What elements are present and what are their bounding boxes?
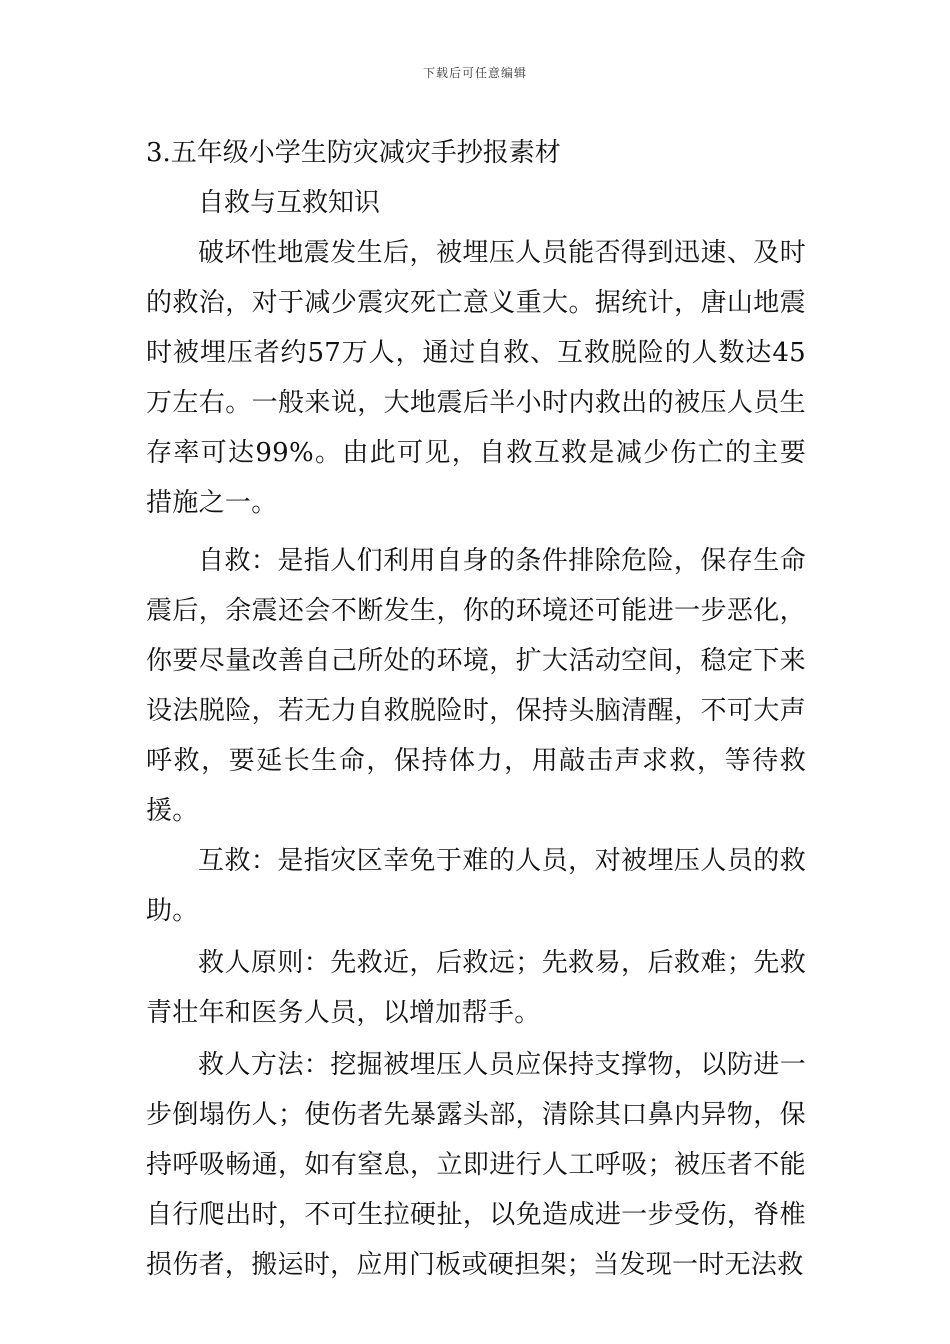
paragraph-rescue-principles: 救人原则：先救近，后救远；先救易，后救难；先救青壮年和医务人员，以增加帮手。 xyxy=(146,948,806,1028)
document-body xyxy=(146,128,806,1290)
header-note: 下载后可任意编辑 xyxy=(422,66,527,80)
section-subtitle: 自救与互救知识 xyxy=(198,188,381,218)
paragraph-mutual-rescue: 互救：是指灾区幸免于难的人员，对被埋压人员的救助。 xyxy=(146,846,806,926)
paragraph-self-rescue: 自救：是指人们利用自身的条件排除危险，保存生命震后，余震还会不断发生，你的环境还可能进一步恶化，你要尽量改善自己所处的环境，扩大活动空间，稳定下来设法脱险，若无力自救脱险时，保持头脑清醒，不可大声呼救，要延长生命，保持体力，用敲击声求救，等待救援。 xyxy=(146,546,806,826)
document-title: 3.五年级小学生防灾减灾手抄报素材 xyxy=(146,138,561,168)
paragraph-rescue-methods: 救人方法：挖掘被埋压人员应保持支撑物，以防进一步倒塌伤人；使伤者先暴露头部，清除其口鼻内异物，保持呼吸畅通，如有窒息，立即进行人工呼吸；被压者不能自行爬出时，不可生拉硬扯，以免造成进一步受伤，脊椎损伤者，搬运时，应用门板或硬担架；当发现一时无法救 xyxy=(146,1050,806,1280)
paragraph-intro: 破坏性地震发生后，被埋压人员能否得到迅速、及时的救治，对于减少震灾死亡意义重大。据统计，唐山地震时被埋压者约57万人，通过自救、互救脱险的人数达45万左右。一般来说，大地震后半小时内救出的被压人员生存率可达99%。由此可见，自救互救是减少伤亡的主要措施之一。 xyxy=(146,238,806,518)
